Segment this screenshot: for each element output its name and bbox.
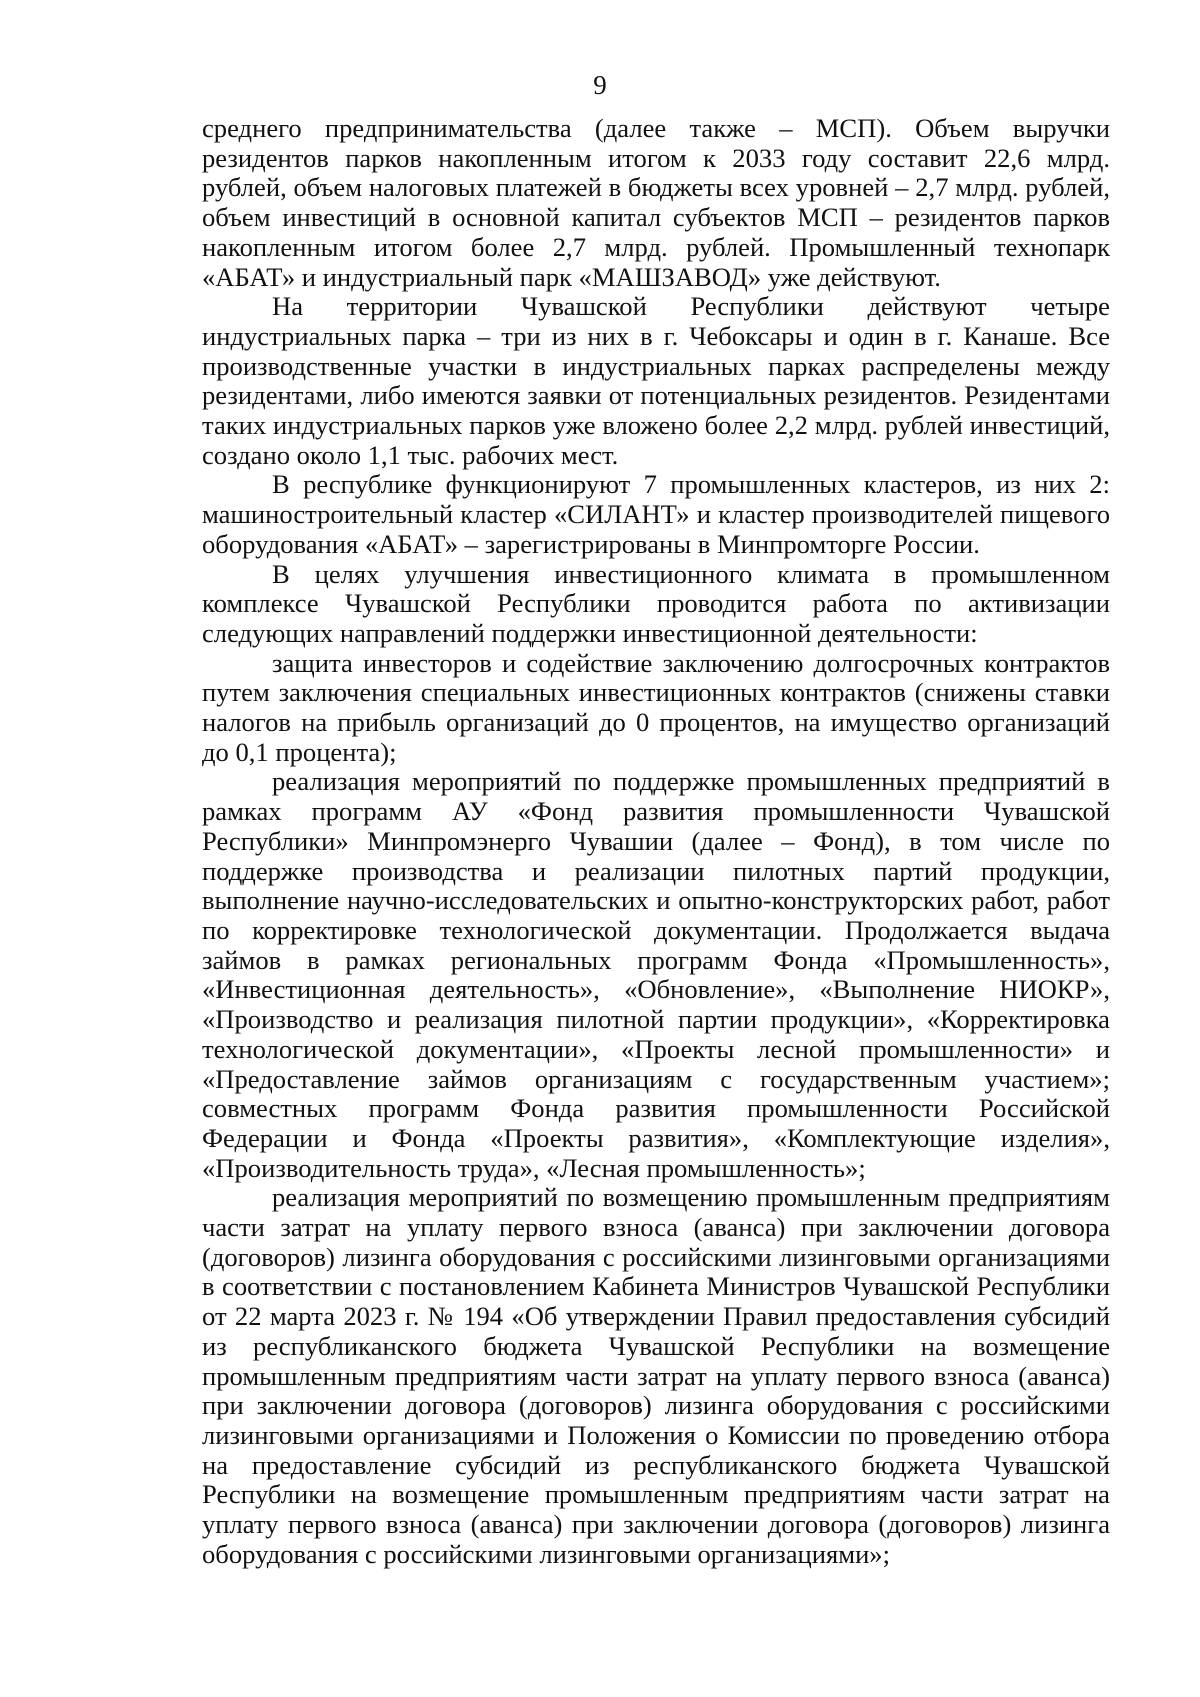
paragraph-industrial-clusters: В республике функционируют 7 промышленных кластеров, из них 2: машиностроительный кластер «СИЛАНТ» и кластер производителей пищевого оборудования «АБАТ» – зарегистрированы в Минпромторге России.	[202, 469, 1110, 559]
paragraph-industrial-parks: На территории Чувашской Республики действуют четыре индустриальных парка – три из них в г. Чебоксары и один в г. Канаше. Все производственные участки в индустриальных парках распределены между резидентами, либо имеются заявки от потенциальных резидентов. Резидентами таких индустриальных парков уже вложено более 2,2 млрд. рублей инвестиций, создано около 1,1 тыс. рабочих мест.	[202, 291, 1110, 470]
paragraph-fund-support: реализация мероприятий по поддержке промышленных предприятий в рамках программ АУ «Фонд развития промышленности Чувашской Республики» Минпромэнерго Чувашии (далее – Фонд), в том числе по поддержке производства и реализации пилотных партий продукции, выполнение научно-исследовательских и опытно-конструкторских работ, работ по корректировке технологической документации. Продолжается выдача займов в рамках региональных программ Фонда «Промышленность», «Инвестиционная деятельность», «Обновление», «Выполнение НИОКР», «Производство и реализация пилотной партии продукции», «Корректировка технологической документации», «Проекты лесной промышленности» и «Предоставление займов организациям с государственным участием»; совместных программ Фонда развития промышленности Российской Федерации и Фонда «Проекты развития», «Комплектующие изделия», «Производительность труда», «Лесная промышленность»;	[202, 766, 1110, 1183]
paragraph-msp-parks: среднего предпринимательства (далее также – МСП). Объем выручки резидентов парков накопленным итогом к 2033 году составит 22,6 млрд. рублей, объем налоговых платежей в бюджеты всех уровней – 2,7 млрд. рублей, объем инвестиций в основной капитал субъектов МСП – резидентов парков накопленным итогом более 2,7 млрд. рублей. Промышленный технопарк «АБАТ» и индустриальный парк «МАШЗАВОД» уже действуют.	[202, 113, 1110, 292]
paragraph-leasing-compensation: реализация мероприятий по возмещению промышленным предприятиям части затрат на уплату первого взноса (аванса) при заключении договора (договоров) лизинга оборудования с российскими лизинговыми организациями в соответствии с постановлением Кабинета Министров Чувашской Республики от 22 марта 2023 г. № 194 «Об утверждении Правил предоставления субсидий из республиканского бюджета Чувашской Республики на возмещение промышленным предприятиям части затрат на уплату первого взноса (аванса) при заключении договора (договоров) лизинга оборудования с российскими лизинговыми организациями и Положения о Комиссии по проведению отбора на предоставление субсидий из республиканского бюджета Чувашской Республики на возмещение промышленным предприятиям части затрат на уплату первого взноса (аванса) при заключении договора (договоров) лизинга оборудования с российскими лизинговыми организациями»;	[202, 1182, 1110, 1569]
page-number: 9	[593, 70, 607, 100]
paragraph-investor-protection: защита инвесторов и содействие заключению долгосрочных контрактов путем заключения специальных инвестиционных контрактов (снижены ставки налогов на прибыль организаций до 0 процентов, на имущество организаций до 0,1 процента);	[202, 647, 1110, 767]
document-body	[202, 114, 1110, 1569]
paragraph-investment-climate: В целях улучшения инвестиционного климата в промышленном комплексе Чувашской Республики проводится работа по активизации следующих направлений поддержки инвестиционной деятельности:	[202, 558, 1110, 648]
